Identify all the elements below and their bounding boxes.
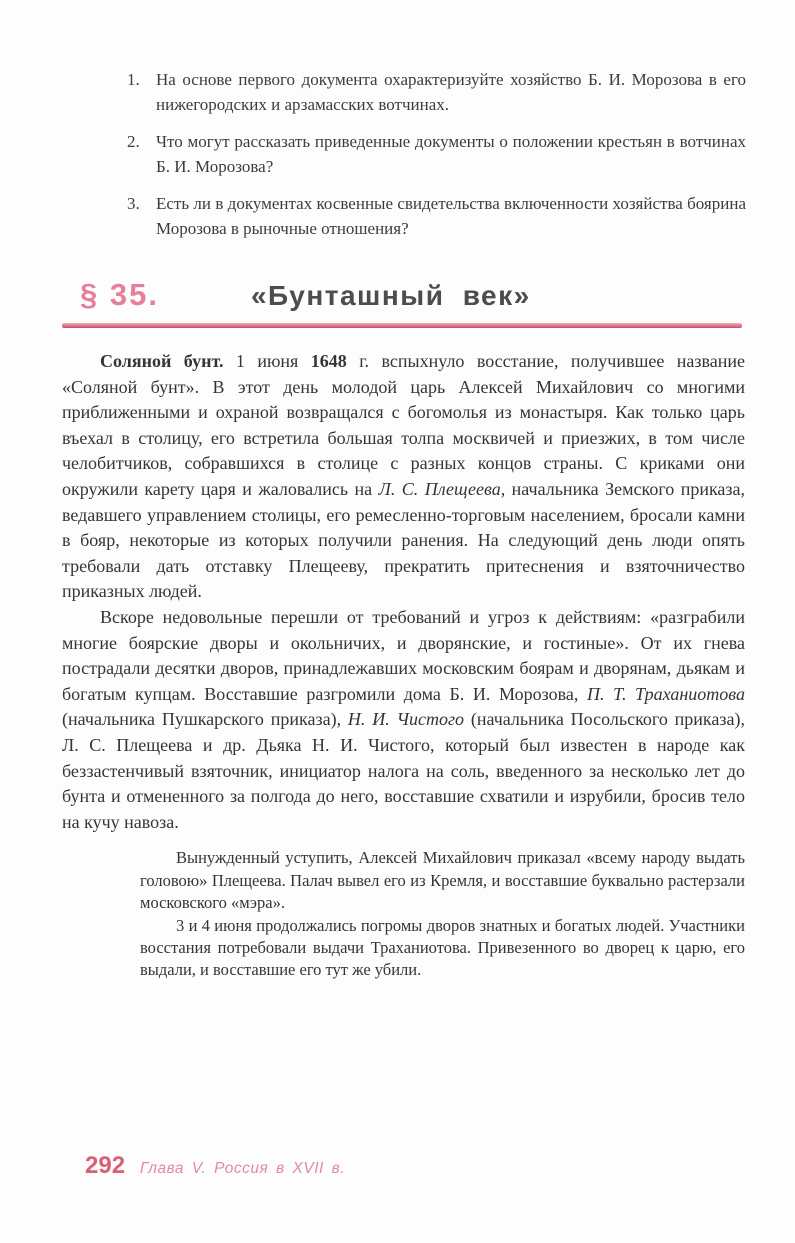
section-divider xyxy=(62,323,742,328)
question-text: На основе первого документа охарактеризуйте хозяйство Б. И. Морозова в его нижегородских и арзамасских вотчинах. xyxy=(156,70,746,114)
section-title: «Бунташный век» xyxy=(250,280,531,311)
question-text: Что могут рассказать приведенные документы о положении крестьян в вотчинах Б. И. Морозова? xyxy=(156,132,746,176)
paragraph: Соляной бунт. 1 июня 1648 г. вспыхнуло восстание, получившее название «Соляной бунт». В этот день молодой царь Алексей Михайлович со многими приближенными и охраной возвращался с богомолья из монастыря. Как только царь въехал в столицу, его встретила большая толпа москвичей и приезжих, в том числе челобитчиков, собравшихся в столице с разных концов страны. С криками они окружили карету царя и жаловались на Л. С. Плещеева, начальника Земского приказа, ведавшего управлением столицы, его ремесленно-торговым населением, бросали камни в бояр, некоторые из которых получили ранения. На следующий день люди опять требовали дать отставку Плещееву, прекратить притеснения и взяточничество приказных людей. xyxy=(62,351,746,602)
question-item xyxy=(127,68,746,117)
excerpt-paragraph: 3 и 4 июня продолжались погромы дворов знатных и богатых людей. Участники восстания потребовали выдачи Траханиотова. Привезенного во дворец к царю, его выдали, и восставшие его тут же убили. xyxy=(140,915,745,980)
page-number: 292 xyxy=(85,1152,126,1179)
excerpt-paragraph: Вынужденный уступить, Алексей Михайлович приказал «всему народу выдать головою» Плещеева. Палач вывел его из Кремля, и восставшие буквально растерзали московского «мэра». xyxy=(140,848,745,913)
question-number: 3. xyxy=(127,194,140,213)
paragraph: Вскоре недовольные перешли от требований и угроз к действиям: «разграбили многие боярские дворы и окольничих, и дворянские, и гостиные». От их гнева пострадали десятки дворов, принадлежавших московским боярам и дворянам, дьякам и богатым купцам. Восставшие разгромили дома Б. И. Морозова, П. Т. Траханиотова (начальника Пушкарского приказа), Н. И. Чистого (начальника Посольского приказа), Л. С. Плещеева и др. Дьяка Н. И. Чистого, который был известен в народе как беззастенчивый взяточник, инициатор налога на соль, введенного за несколько лет до бунта и отмененного за полгода до него, восставшие схватили и изрубили, бросив тело на кучу навоза. xyxy=(62,606,745,832)
question-text: Есть ли в документах косвенные свидетельства включенности хозяйства боярина Морозова в рыночные отношения? xyxy=(156,194,746,238)
paragraph-number: § 35. xyxy=(80,277,159,312)
question-number: 1. xyxy=(127,70,140,89)
questions-list xyxy=(127,0,746,241)
chapter-title: Глава V. Россия в XVII в. xyxy=(140,1160,346,1177)
question-item xyxy=(127,192,746,241)
main-text xyxy=(62,349,745,835)
question-number: 2. xyxy=(127,132,140,151)
question-item xyxy=(127,130,746,179)
section-header xyxy=(80,277,742,313)
page-footer xyxy=(85,1152,345,1180)
excerpt-block xyxy=(140,847,745,981)
